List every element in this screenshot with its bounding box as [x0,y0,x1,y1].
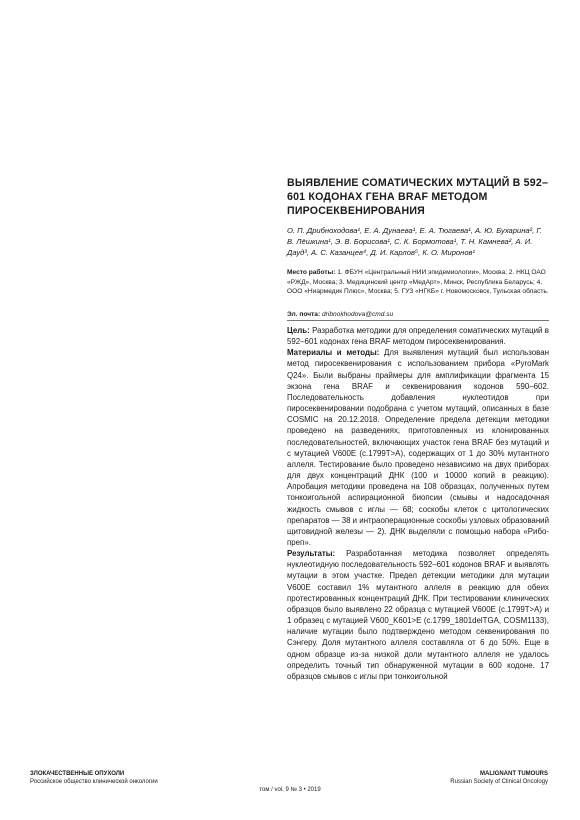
author-list: О. П. Дрибноходова¹, Е. А. Дунаева¹, Е. А. Тюгаева¹, А. Ю. Бухарина², Г. В. Лёшкина¹, Э. В. Борисова¹, С. К. Бормотова¹, Т. Н. Камнева², А. И. Дауд³, А. С. Казанцев⁴, Д. И. Карлов⁵, К. О. Миронов¹ [287,226,542,257]
methods-label: Материалы и методы: [287,348,380,358]
aim-text: Разработка методики для определения соматических мутаций в 592–601 кодонах гена BRAF методом пиросеквенирования. [287,326,549,347]
footer-journal-en [450,770,548,786]
abstract-aim [287,325,549,347]
section-divider [287,320,549,321]
footer-journal-title: ЗЛОКАЧЕСТВЕННЫЕ ОПУХОЛИ [30,771,125,777]
results-text: Разработанная методика позволяет определять нуклеотидную последовательность 592–601 кодонов BRAF и выявлять мутации в этом участке. Предел детекции методики для мутации V600E составил 1% мутантного аллеля в реакцию для обеих протестированных концентраций ДНК. При тестировании клинических образцов было выявлено 22 образца с мутацией V600E (c.1799T>A) и 1 образец с мутацией V600_K601>E (c.1799_1801delTGA, COSM1133), наличие мутации было подтверждено методом секвенирования по Сэнгеру. Доля мутантного аллеля составляла от 6 до 50%. Еще в одном образце из-за низкой доли мутантного аллеля не удалось определить точный тип обнаруженной мутации в 600 кодоне. 17 образцов смывов с иглы при тонкоигольной [287,549,549,681]
abstract [287,325,549,682]
footer-journal-ru [30,770,158,786]
footer-society-ru: Российское общество клинической онкологии [30,779,158,786]
affiliation-block [287,268,549,297]
footer-volume: том / vol. 9 № 3 • 2019 [259,787,321,793]
email-link[interactable]: dribnokhodova@cmd.su [322,311,394,318]
footer-journal-title-en: MALIGNANT TUMOURS [480,771,548,777]
email-block [287,310,549,320]
abstract-results [287,548,549,682]
abstract-methods [287,347,549,548]
article-title: ВЫЯВЛЕНИЕ СОМАТИЧЕСКИХ МУТАЦИЙ В 592–601 КОДОНАХ ГЕНА BRAF МЕТОДОМ ПИРОСЕКВЕНИРОВАНИЯ [287,177,549,217]
aim-label: Цель: [287,326,310,335]
footer-society-en: Russian Society of Clinical Oncology [450,779,548,786]
methods-text: Для выявления мутаций был использован метод пиросеквенирования с использованием прибора «PyroMark Q24». Были выбраны праймеры для амплификации фрагмента 15 экзона гена BRAF и секвенирования кодонов 590–602. Последовательность добавления нуклеотидов при пиросеквенировании подобрана с учетом мутаций, описанных в базе COSMIC на 20.12.2018. Определение предела детекции методики проведено на разведениях, приготовленных из клонированных последовательностей, включающих участок гена BRAF без мутаций и с мутацией V600E (c.1799T>A), содержащих от 1 до 30% мутантного аллеля. Тестирование было проведено независимо на двух приборах для двух концентраций ДНК (100 и 10000 копий в реакцию). Апробация методики проведена на 108 образцах, полученных путем тонкоигольной аспирационной биопсии (смывы и надосадочная жидкость смывов с иглы — 68; соскобы клеток с цитологических препаратов — 38 и интраоперационные соскобы узловых образований щитовидной железы — 2). ДНК выделяли с помощью набора «Рибо-преп». [287,348,549,547]
results-label: Результаты: [287,549,336,559]
email-label: Эл. почта: [287,311,321,318]
affiliation-label: Место работы: [287,269,336,276]
affiliation-text: 1. ФБУН «Центральный НИИ эпидемиологии», Москва; 2. НКЦ ОАО «РЖД», Москва; 3. Медицинский центр «МедАрт», Минск, Республика Беларусь; 4. ООО «Ниармедик Плюс», Москва; 5. ГУЗ «НГКБ» г. Новомосковск, Тульская область. [287,269,549,296]
